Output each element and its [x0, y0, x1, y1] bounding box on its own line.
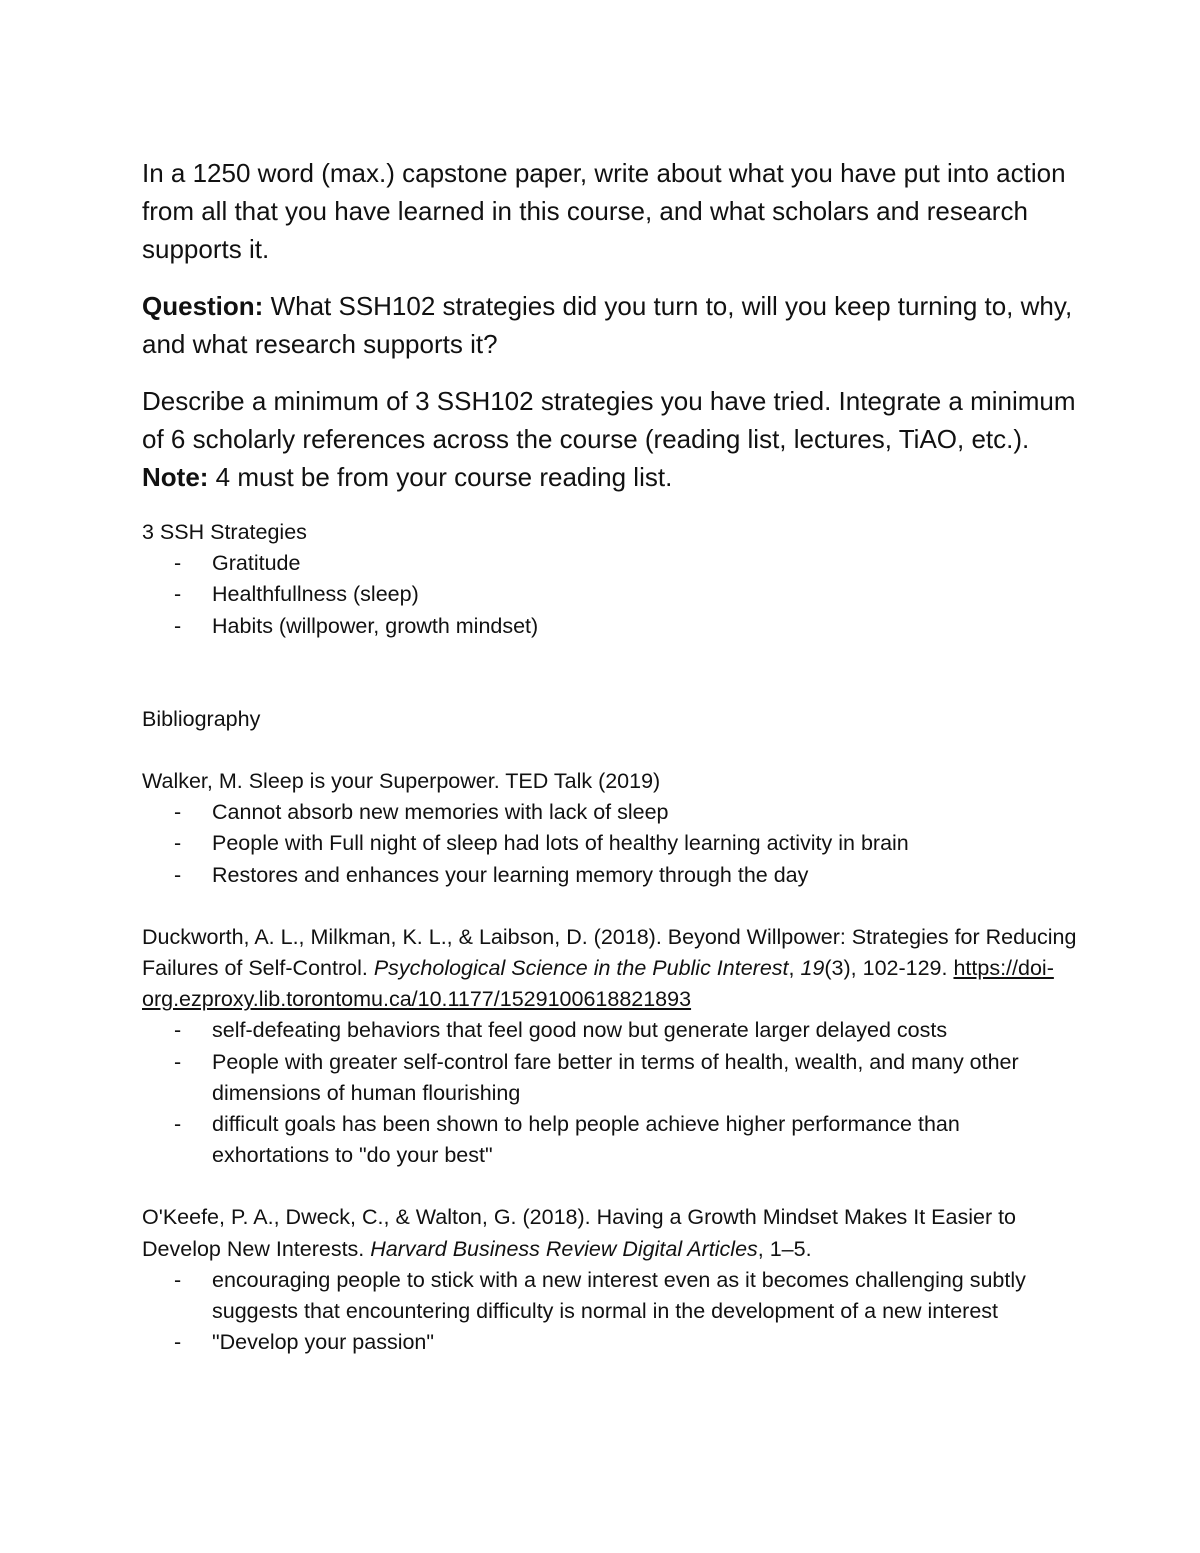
list-item — [142, 1109, 1082, 1171]
describe-text: Describe a minimum of 3 SSH102 strategies you have tried. Integrate a minimum of 6 scholarly references across the course (reading list, lectures, TiAO, etc.). — [142, 386, 1076, 454]
journal-title: Harvard Business Review Digital Articles — [370, 1236, 758, 1261]
intro-paragraph: In a 1250 word (max.) capstone paper, write about what you have put into action from all that you have learned in this course, and what scholars and research supports it. — [142, 158, 1066, 264]
dash-bullet: - — [174, 613, 182, 638]
reference-notes — [142, 797, 1082, 891]
dash-bullet: - — [174, 831, 182, 856]
reference-citation: Walker, M. Sleep is your Superpower. TED Talk (2019) — [142, 769, 661, 794]
note-text: encouraging people to stick with a new interest even as it becomes challenging subtly suggests that encountering difficulty is normal in the development of a new interest — [212, 1267, 1026, 1324]
question-paragraph — [142, 287, 1082, 363]
list-item — [142, 1327, 1082, 1358]
reference-notes — [142, 1015, 1082, 1171]
question-label: Question: — [142, 291, 264, 321]
list-item — [142, 1047, 1082, 1109]
reference-notes — [142, 1265, 1082, 1359]
spacer — [142, 642, 1082, 704]
note-text: Restores and enhances your learning memory through the day — [212, 862, 809, 887]
document-page — [142, 154, 1082, 1358]
note-text: People with Full night of sleep had lots of healthy learning activity in brain — [212, 831, 909, 856]
note-text: difficult goals has been shown to help people achieve higher performance than exhortations to "do your best" — [212, 1112, 960, 1168]
describe-paragraph — [142, 382, 1082, 496]
reference-citation — [142, 1202, 1082, 1264]
doi-link[interactable]: https://doi-org.ezproxy.lib.torontomu.ca/10.1177/1529100618821893 — [142, 956, 1054, 1012]
list-item — [142, 1265, 1082, 1327]
citation-text: Duckworth, A. L., Milkman, K. L., & Laibson, D. (2018). Beyond Willpower: Strategies for Reducing Failures of Self-Control. — [142, 924, 1077, 981]
list-item — [142, 828, 1082, 859]
citation-text: O'Keefe, P. A., Dweck, C., & Walton, G. (2018). Having a Growth Mindset Makes It Easier to Develop New Interests. — [142, 1205, 1017, 1261]
note-text: People with greater self-control fare better in terms of health, wealth, and many other dimensions of human flourishing — [212, 1049, 1019, 1105]
bibliography-heading: Bibliography — [142, 706, 261, 731]
note-label: Note: — [142, 462, 209, 492]
list-item — [142, 611, 1082, 642]
list-item — [142, 860, 1082, 891]
spacer — [142, 1171, 1082, 1202]
note-text: 4 must be from your course reading list. — [208, 462, 673, 492]
dash-bullet: - — [174, 582, 182, 607]
journal-volume: 19 — [800, 956, 825, 981]
dash-bullet: - — [174, 800, 182, 825]
citation-text: (3), 102-129. — [824, 956, 954, 981]
spacer — [142, 891, 1082, 922]
spacer — [142, 735, 1082, 766]
question-text: What SSH102 strategies did you turn to, will you keep turning to, why, and what research supports it? — [142, 291, 1073, 359]
list-item — [142, 579, 1082, 610]
list-item — [142, 548, 1082, 579]
dash-bullet: - — [174, 862, 182, 887]
note-text: Cannot absorb new memories with lack of sleep — [212, 800, 669, 825]
note-text: "Develop your passion" — [212, 1330, 435, 1355]
list-item — [142, 797, 1082, 828]
dash-bullet: - — [174, 1267, 182, 1292]
list-item — [142, 1015, 1082, 1046]
reference-citation — [142, 922, 1082, 1016]
strategy-text: Habits (willpower, growth mindset) — [212, 613, 539, 638]
dash-bullet: - — [174, 1049, 182, 1074]
dash-bullet: - — [174, 1018, 182, 1043]
note-text: self-defeating behaviors that feel good now but generate larger delayed costs — [212, 1018, 948, 1043]
dash-bullet: - — [174, 1112, 182, 1137]
dash-bullet: - — [174, 551, 182, 576]
citation-text: , 1–5. — [757, 1236, 812, 1261]
strategy-text: Healthfullness (sleep) — [212, 582, 419, 607]
citation-separator: , — [788, 956, 801, 981]
dash-bullet: - — [174, 1330, 182, 1355]
strategies-heading: 3 SSH Strategies — [142, 520, 307, 544]
journal-title: Psychological Science in the Public Interest — [373, 956, 789, 981]
strategies-list — [142, 548, 1082, 642]
strategy-text: Gratitude — [212, 551, 301, 576]
